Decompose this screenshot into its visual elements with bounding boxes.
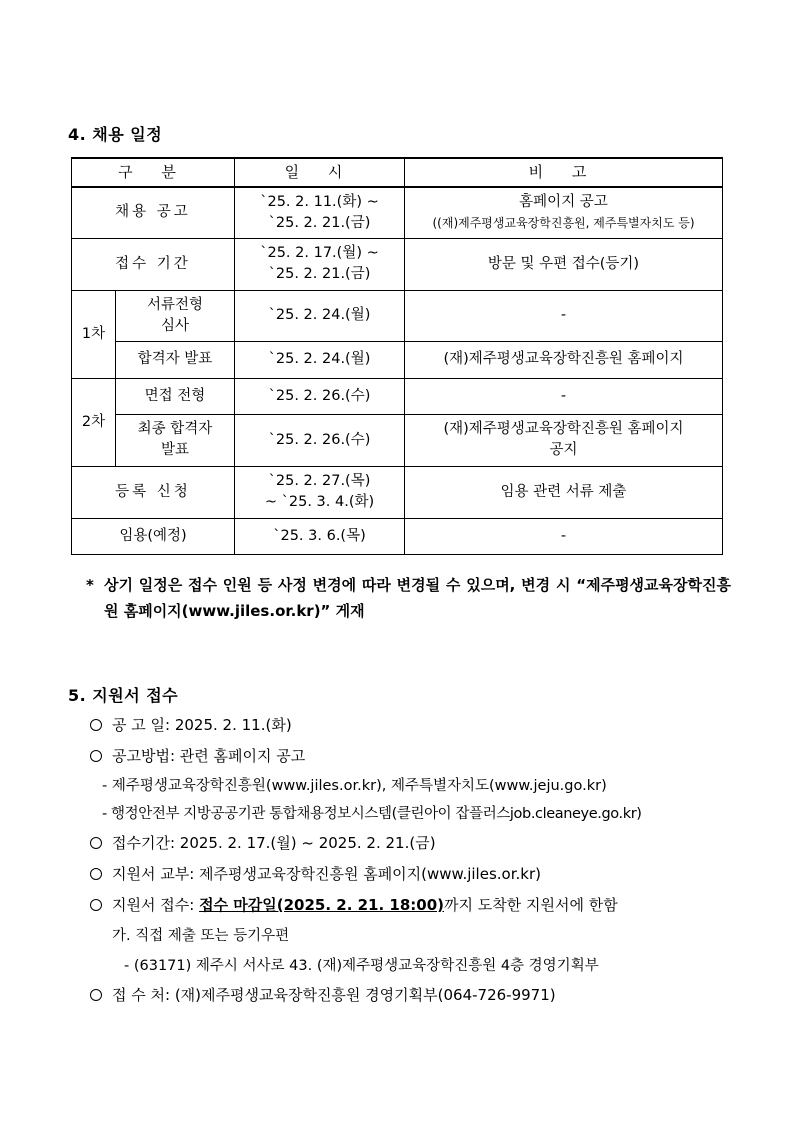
table-row [72,414,723,466]
list-item: 공고방법: 관련 홈페이지 공고 [90,745,305,766]
row-note: - [405,378,723,414]
row-category: 임용(예정) [72,518,235,554]
row-date: `25. 2. 26.(수) [235,414,405,466]
row-date: `25. 2. 26.(수) [235,378,405,414]
row-category: 채용 공고 [72,187,235,238]
table-row [72,238,723,290]
row-category: 서류전형 심사 [116,290,235,341]
table-row [72,341,723,378]
footnote-star: * [86,576,94,594]
circle-bullet-icon [90,989,102,1001]
row-date: `25. 2. 27.(목) ~ `25. 3. 4.(화) [235,466,405,518]
circle-bullet-icon [90,899,102,911]
table-row [72,378,723,414]
row-stage: 1차 [72,290,116,378]
footnote-text: 상기 일정은 접수 인원 등 사정 변경에 따라 변경될 수 있으며, 변경 시 “제주평생교육장학진흥원 홈페이지(www.jiles.or.kr)” 게재 [104,576,731,620]
list-item: 공 고 일: 2025. 2. 11.(화) [90,714,292,735]
row-date: `25. 2. 11.(화) ~ `25. 2. 21.(금) [235,187,405,238]
row-note: - [405,290,723,341]
list-item: - 행정안전부 지방공공기관 통합채용정보시스템(클린아이 잡플러스job.cleaneye.go.kr) [102,806,642,822]
section-5-title: 5. 지원서 접수 [68,686,179,705]
list-item: 지원서 접수: 접수 마감일(2025. 2. 21. 18:00)까지 도착한 지원서에 한함 [90,894,618,915]
header-date: 일 시 [235,158,405,187]
header-category: 구 분 [72,158,235,187]
list-item: - (63171) 제주시 서사로 43. (재)제주평생교육장학진흥원 4층 경영기획부 [124,958,599,974]
row-date: `25. 2. 24.(월) [235,290,405,341]
table-row [72,290,723,341]
table-row [72,518,723,554]
row-category: 합격자 발표 [116,341,235,378]
list-item: 지원서 교부: 제주평생교육장학진흥원 홈페이지(www.jiles.or.kr) [90,863,541,884]
header-note: 비 고 [405,158,723,187]
table-row [72,187,723,238]
section-4-title: 4. 채용 일정 [68,125,163,144]
row-category: 면접 전형 [116,378,235,414]
row-date: `25. 3. 6.(목) [235,518,405,554]
row-date: `25. 2. 17.(월) ~ `25. 2. 21.(금) [235,238,405,290]
row-category: 최종 합격자 발표 [116,414,235,466]
row-date: `25. 2. 24.(월) [235,341,405,378]
row-note: (재)제주평생교육장학진흥원 홈페이지 공지 [405,414,723,466]
row-stage: 2차 [72,378,116,466]
circle-bullet-icon [90,750,102,762]
row-note: (재)제주평생교육장학진흥원 홈페이지 [405,341,723,378]
schedule-footnote [86,572,731,624]
table-header-row [72,158,723,187]
list-item: 접수기간: 2025. 2. 17.(월) ~ 2025. 2. 21.(금) [90,832,436,853]
circle-bullet-icon [90,719,102,731]
table-row [72,466,723,518]
list-item: 가. 직접 제출 또는 등기우편 [112,928,290,944]
circle-bullet-icon [90,868,102,880]
circle-bullet-icon [90,837,102,849]
deadline-emphasis: 접수 마감일(2025. 2. 21. 18:00) [199,896,445,914]
row-note: 임용 관련 서류 제출 [405,466,723,518]
row-category: 접수 기간 [72,238,235,290]
list-item: - 제주평생교육장학진흥원(www.jiles.or.kr), 제주특별자치도(www.jeju.go.kr) [102,778,607,794]
row-note: 홈페이지 공고 ((재)제주평생교육장학진흥원, 제주특별자치도 등) [405,187,723,238]
row-note: 방문 및 우편 접수(등기) [405,238,723,290]
list-item: 접 수 처: (재)제주평생교육장학진흥원 경영기획부(064-726-9971) [90,984,556,1005]
schedule-table [71,157,723,555]
row-category: 등록 신청 [72,466,235,518]
row-note: - [405,518,723,554]
